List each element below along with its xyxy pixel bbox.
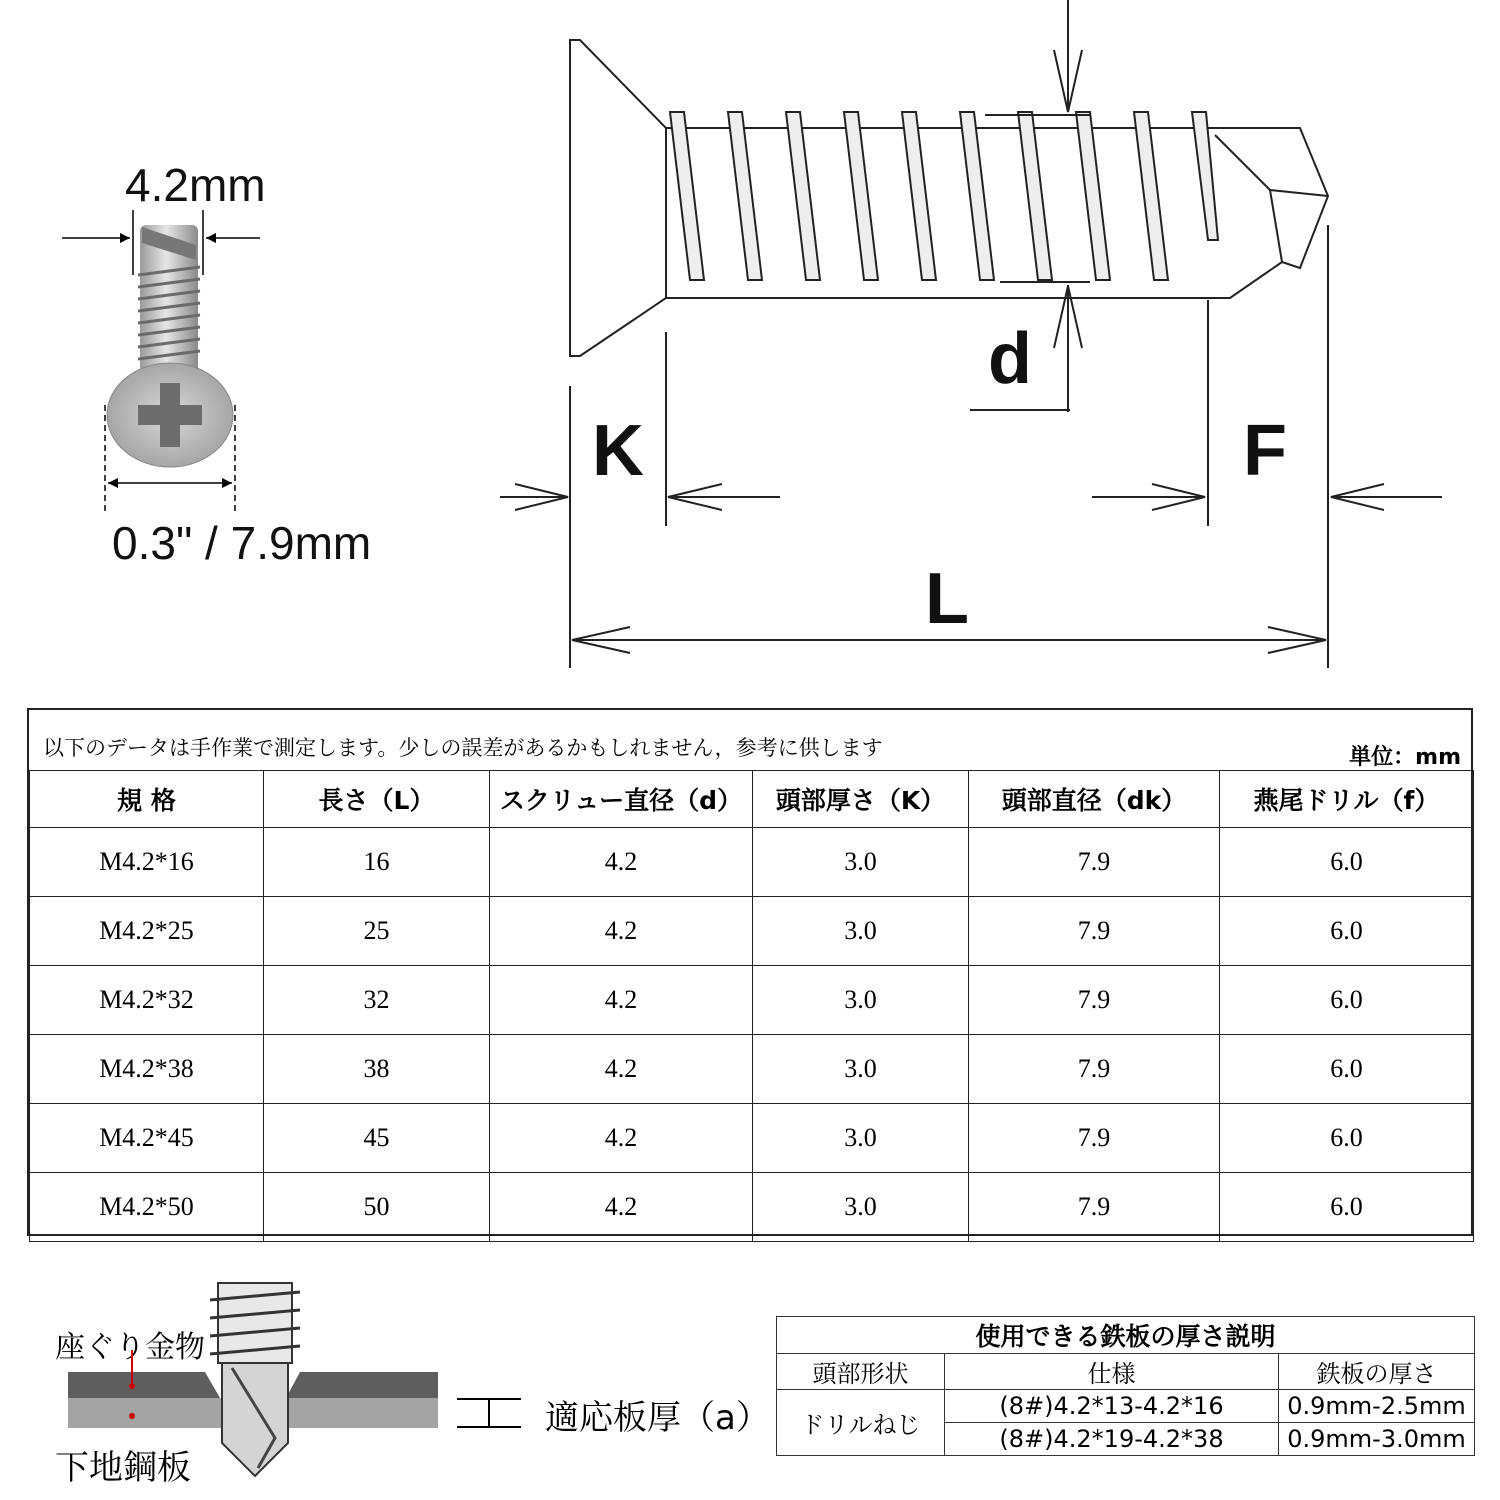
table-cell: 6.0 xyxy=(1220,897,1474,966)
table-cell: 3.0 xyxy=(753,828,969,897)
table-cell: 6.0 xyxy=(1220,1173,1474,1242)
plate-bottom-label: 下地鋼板 xyxy=(55,1448,191,1488)
table-cell: 6.0 xyxy=(1220,1104,1474,1173)
table-cell: 3.0 xyxy=(753,1173,969,1242)
table-row xyxy=(30,1104,1474,1173)
shank-width-label: 4.2mm xyxy=(125,159,266,211)
spec-note: 以下のデータは手作業で測定します。少しの誤差があるかもしれません，参考に供します xyxy=(43,736,883,760)
table-cell: 4.2 xyxy=(490,828,753,897)
usage-header-row xyxy=(777,1354,1475,1390)
table-cell: 50 xyxy=(264,1173,490,1242)
spec-grid xyxy=(29,770,1474,1242)
table-cell: (8#)4.2*13-4.2*16 xyxy=(945,1390,1279,1423)
col-header: 鉄板の厚さ xyxy=(1279,1354,1475,1390)
table-cell: (8#)4.2*19-4.2*38 xyxy=(945,1423,1279,1456)
table-cell: M4.2*25 xyxy=(30,897,264,966)
screw-photo xyxy=(50,205,280,525)
table-cell: 7.9 xyxy=(969,1104,1220,1173)
label-d: d xyxy=(988,319,1032,399)
col-header: 頭部厚さ（K） xyxy=(753,771,969,828)
table-cell: 32 xyxy=(264,966,490,1035)
table-cell: 6.0 xyxy=(1220,966,1474,1035)
table-cell: 4.2 xyxy=(490,966,753,1035)
col-header: 仕様 xyxy=(945,1354,1279,1390)
table-cell: M4.2*38 xyxy=(30,1035,264,1104)
col-header: 長さ（L） xyxy=(264,771,490,828)
table-cell: 7.9 xyxy=(969,1035,1220,1104)
spec-table xyxy=(27,708,1473,1236)
table-row xyxy=(30,1173,1474,1242)
table-cell: M4.2*45 xyxy=(30,1104,264,1173)
plate-top-label: 座ぐり金物 xyxy=(55,1330,205,1365)
table-cell: 3.0 xyxy=(753,897,969,966)
table-cell: 4.2 xyxy=(490,1104,753,1173)
table-cell: 3.0 xyxy=(753,1104,969,1173)
label-l: L xyxy=(925,559,969,639)
table-cell: 6.0 xyxy=(1220,1035,1474,1104)
spec-header-row xyxy=(30,771,1474,828)
table-cell: ドリルねじ xyxy=(777,1390,945,1456)
col-header: スクリュー直径（d） xyxy=(490,771,753,828)
table-row xyxy=(30,897,1474,966)
thickness-symbol xyxy=(455,1395,525,1431)
table-cell: 4.2 xyxy=(490,1173,753,1242)
table-cell: 38 xyxy=(264,1035,490,1104)
table-cell: 16 xyxy=(264,828,490,897)
table-cell: 7.9 xyxy=(969,828,1220,897)
table-row xyxy=(30,828,1474,897)
table-cell: 45 xyxy=(264,1104,490,1173)
table-cell: 7.9 xyxy=(969,1173,1220,1242)
table-cell: M4.2*32 xyxy=(30,966,264,1035)
plate-diagram xyxy=(60,1278,450,1488)
label-k: K xyxy=(592,411,644,491)
head-width-label: 0.3" / 7.9mm xyxy=(112,517,372,569)
col-header: 燕尾ドリル（f） xyxy=(1220,771,1474,828)
table-row xyxy=(30,1035,1474,1104)
usage-table-title: 使用できる鉄板の厚さ説明 xyxy=(777,1317,1475,1354)
table-cell: 7.9 xyxy=(969,897,1220,966)
col-header: 頭部形状 xyxy=(777,1354,945,1390)
table-cell: 4.2 xyxy=(490,897,753,966)
thickness-label: 適応板厚（a） xyxy=(545,1398,770,1438)
table-cell: 0.9mm-3.0mm xyxy=(1279,1423,1475,1456)
screw-dimension-drawing xyxy=(470,0,1470,690)
table-cell: 4.2 xyxy=(490,1035,753,1104)
table-cell: 3.0 xyxy=(753,1035,969,1104)
table-row xyxy=(30,966,1474,1035)
table-cell: 25 xyxy=(264,897,490,966)
table-cell: 7.9 xyxy=(969,966,1220,1035)
table-cell: M4.2*50 xyxy=(30,1173,264,1242)
spec-unit: 単位：mm xyxy=(1349,745,1461,770)
table-row xyxy=(777,1390,1475,1423)
table-cell: 0.9mm-2.5mm xyxy=(1279,1390,1475,1423)
usage-table xyxy=(776,1316,1475,1456)
label-f: F xyxy=(1243,411,1287,491)
col-header: 規 格 xyxy=(30,771,264,828)
table-cell: M4.2*16 xyxy=(30,828,264,897)
table-cell: 6.0 xyxy=(1220,828,1474,897)
table-cell: 3.0 xyxy=(753,966,969,1035)
col-header: 頭部直径（dk） xyxy=(969,771,1220,828)
